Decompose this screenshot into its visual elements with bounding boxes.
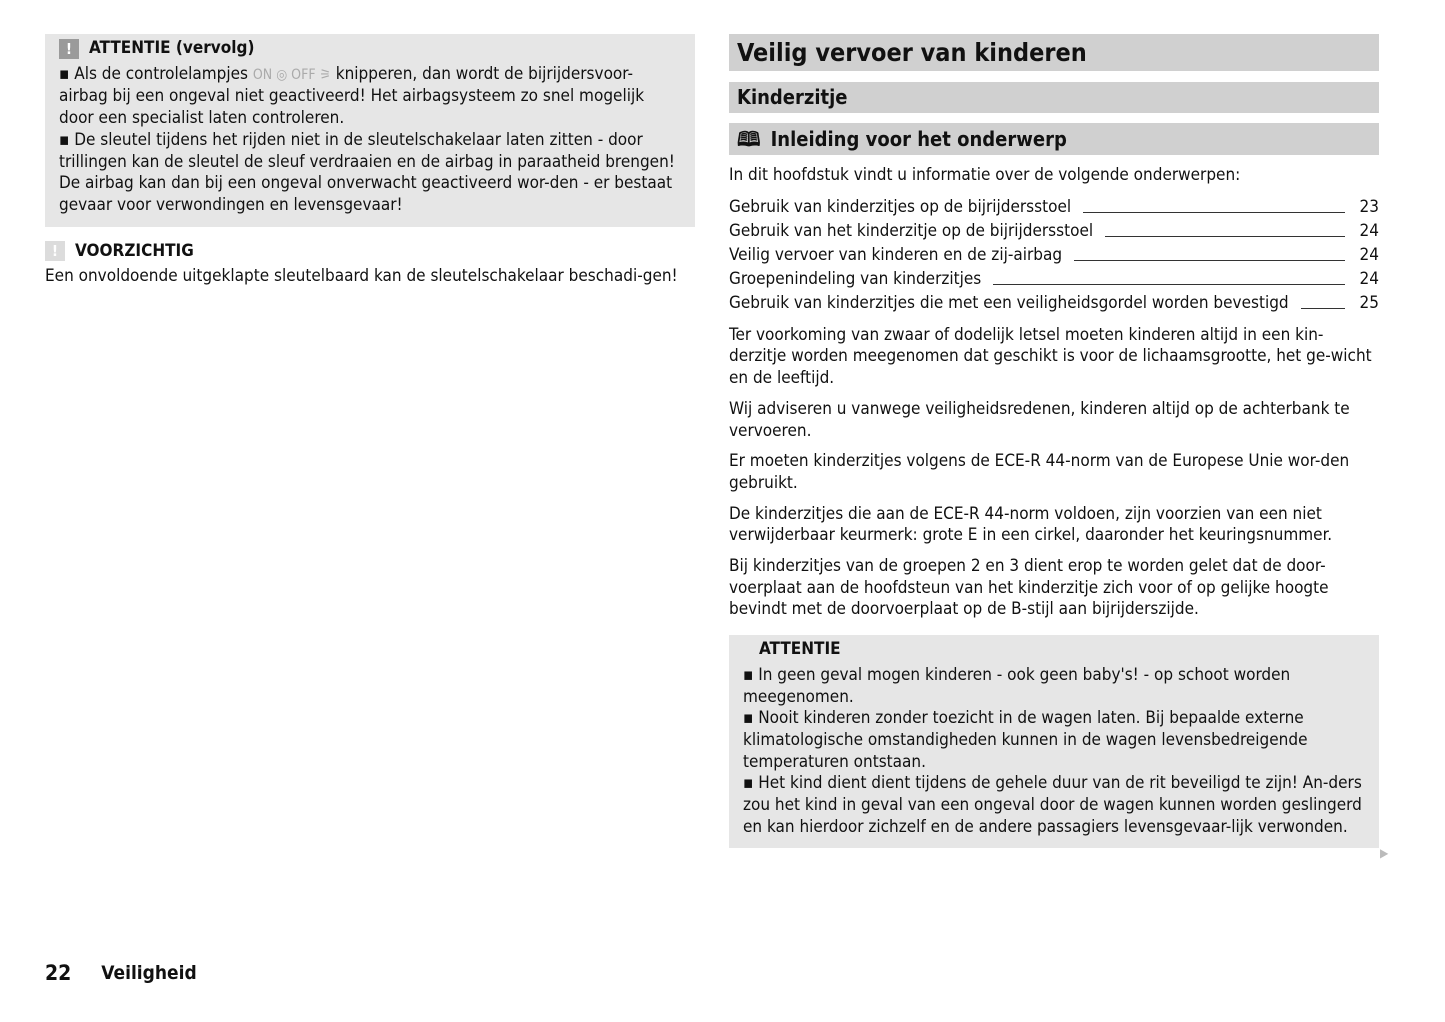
- warning-box: [729, 635, 1379, 848]
- toc-entry[interactable]: Veilig vervoer van kinderen en de zij-airbag 24: [729, 245, 1379, 265]
- paragraph: De kinderzitjes die aan de ECE-R 44-norm voldoen, zijn voorzien van een niet verwijderbaar keurmerk: grote E in een cirkel, daaronder het keuringsnummer.: [729, 503, 1333, 546]
- page-footer: [45, 963, 197, 985]
- toc-entry[interactable]: Gebruik van het kinderzitje op de bijrijdersstoel 24: [729, 221, 1379, 241]
- caution-title: VOORZICHTIG: [75, 240, 194, 261]
- chapter-title: Veilig vervoer van kinderen: [729, 34, 1379, 71]
- toc-entry[interactable]: Gebruik van kinderzitjes die met een veiligheidsgordel worden bevestigd 25: [729, 293, 1379, 313]
- section-name: Veiligheid: [101, 962, 197, 984]
- book-icon: 🕮: [737, 127, 761, 151]
- warning-item: ▪ Nooit kinderen zonder toezicht in de wagen laten. Bij bepaalde externe klimatologische omstandigheden kunnen in de wagen levensbedreigende temperaturen ontstaan.: [743, 708, 1308, 772]
- warning-item: ▪ In geen geval mogen kinderen - ook geen baby's! - op schoot worden meegenomen.: [743, 664, 1291, 707]
- warning-box: [45, 34, 695, 227]
- exclamation-icon: !: [59, 39, 79, 59]
- page-number: 22: [45, 961, 72, 985]
- indicator-lamps-icon: ON ◎ OFF ⚞: [252, 66, 331, 83]
- warning-item: ▪ Het kind dient dient tijdens de gehele duur van de rit beveiligd te zijn! An-ders zou het kind in geval van een ongeval door de wagen kunnen worden geslingerd en kan hierdoor zichzelf en de andere passagiers levensgevaar-lijk verwonden.: [743, 773, 1362, 837]
- paragraph: Bij kinderzitjes van de groepen 2 en 3 dient erop te worden gelet dat de door-voerplaat aan de hoofdsteun van het kinderzitje zich voor of op gelijke hoogte bevindt met de doorvoerplaat op de B-stijl aan bijrijderszijde.: [729, 556, 1329, 620]
- section-title: Kinderzitje: [729, 82, 1379, 113]
- continue-arrow-icon: ▶: [1380, 846, 1389, 860]
- warning-title: ATTENTIE: [759, 639, 841, 660]
- caution-text: Een onvoldoende uitgeklapte sleutelbaard kan de sleutelschakelaar beschadi-gen!: [45, 266, 678, 287]
- left-column: [45, 34, 695, 288]
- paragraph: Er moeten kinderzitjes volgens de ECE-R 44-norm van de Europese Unie wor-den gebruikt.: [729, 451, 1350, 493]
- subsection-title: 🕮 Inleiding voor het onderwerp: [729, 123, 1379, 155]
- paragraph: Ter voorkoming van zwaar of dodelijk letsel moeten kinderen altijd in een kin-derzitje worden meegenomen dat geschikt is voor de lichaamsgrootte, het ge-wicht en de leeftijd.: [729, 324, 1372, 389]
- exclamation-icon: !: [45, 241, 65, 261]
- warning-item: ▪ Als de controlelampjes ON ◎ OFF ⚞ knipperen, dan wordt de bijrijdersvoor-airbag bij een ongeval niet geactiveerd! Het airbagsysteem zo snel mogelijk door een specialist laten controleren.: [59, 63, 645, 129]
- toc-entry[interactable]: Groepenindeling van kinderzitjes 24: [729, 269, 1379, 289]
- paragraph: Wij adviseren u vanwege veiligheidsredenen, kinderen altijd op de achterbank te vervoeren.: [729, 398, 1350, 441]
- warning-item: ▪ De sleutel tijdens het rijden niet in de sleutelschakelaar laten zitten - door trillingen kan de sleutel de sleuf verdraaien en de airbag in paraatheid brengen! De airbag kan dan bij een ongeval onverwacht geactiveerd wor-den - er bestaat gevaar voor verwondingen en levensgevaar!: [59, 129, 675, 215]
- intro-text: In dit hoofdstuk vindt u informatie over de volgende onderwerpen:: [729, 165, 1241, 185]
- toc-entry[interactable]: Gebruik van kinderzitjes op de bijrijdersstoel 23: [729, 197, 1379, 217]
- caution-note: [45, 241, 695, 288]
- warning-title: ATTENTIE (vervolg): [89, 38, 255, 58]
- right-column: [729, 34, 1379, 848]
- toc: [729, 195, 1379, 315]
